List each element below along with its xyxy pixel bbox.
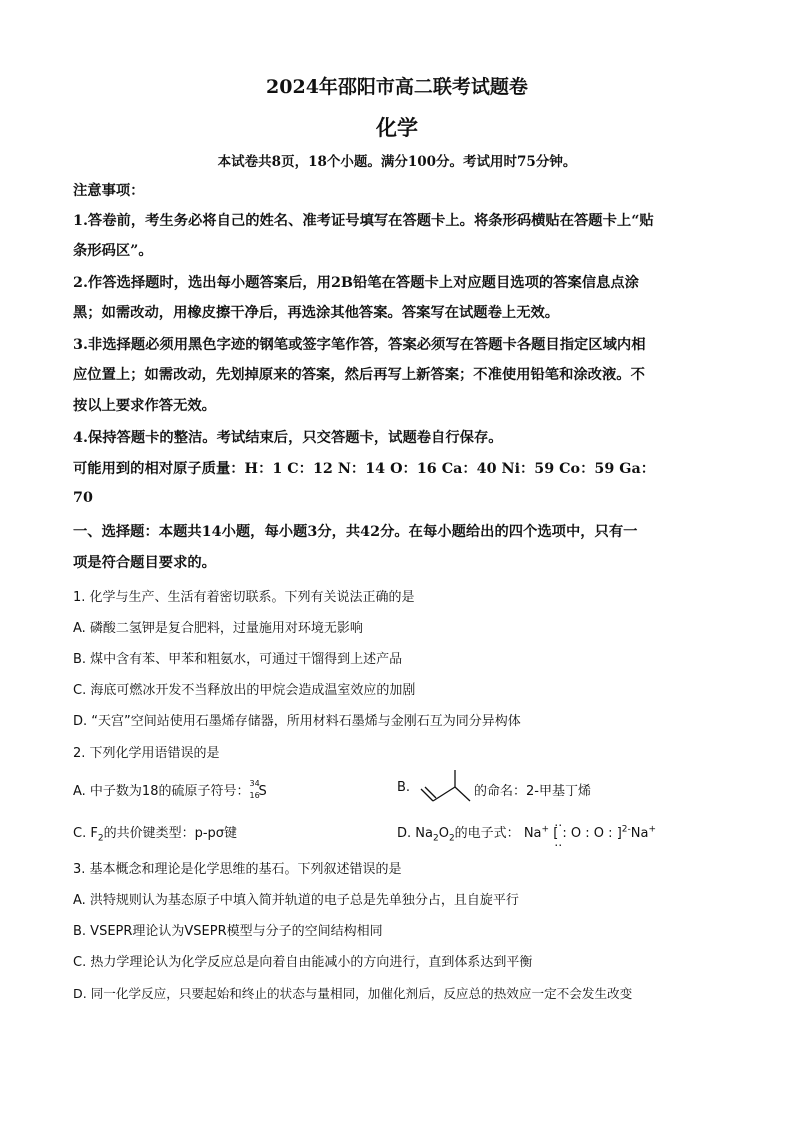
option-a-text: A. 中子数为18的硫原子符号：: [73, 784, 250, 799]
note-1-line-1: 1.答卷前，考生务必将自己的姓名、准考证号填写在答题卡上。将条形码横贴在答题卡上“贴: [73, 213, 654, 229]
note-3-line-3: 按以上要求作答无效。: [73, 398, 216, 414]
exam-info: 本试卷共8页，18个小题。满分100分。考试用时75分钟。: [217, 154, 577, 170]
question-1-option-a: A. 磷酸二氢钾是复合肥料，过量施用对环境无影响: [73, 621, 363, 636]
question-2-stem: 2. 下列化学用语错误的是: [73, 746, 220, 761]
atomic-number: 16: [249, 790, 260, 800]
question-3-option-d: D. 同一化学反应，只要起始和终止的状态与量相同，加催化剂后，反应总的热效应一定不会发生改变: [73, 986, 633, 1001]
skeletal-formula-icon: [418, 767, 472, 807]
question-3-stem: 3. 基本概念和理论是化学思维的基石。下列叙述错误的是: [73, 862, 402, 877]
question-1-stem: 1. 化学与生产、生活有着密切联系。下列有关说法正确的是: [73, 590, 415, 605]
note-1-line-2: 条形码区”。: [73, 243, 153, 259]
section-heading-line-1: 一、选择题：本题共14小题，每小题3分，共42分。在每小题给出的四个选项中，只有一: [73, 524, 638, 540]
subscript: 2: [432, 833, 439, 844]
option-b-name: 的命名：2-甲基丁烯: [474, 784, 591, 799]
question-3-option-b: B. VSEPR理论认为VSEPR模型与分子的空间结构相同: [73, 924, 383, 939]
mass-number: 34: [249, 778, 260, 788]
option-c-text: 的共价键类型：p-pσ键: [103, 826, 237, 841]
note-3-line-2: 应位置上；如需改动，先划掉原来的答案，然后再写上新答案；不准使用铅笔和涂改液。不: [73, 367, 645, 383]
question-1-option-d: D. “天宫”空间站使用石墨烯存储器，所用材料石墨烯与金刚石互为同分异构体: [73, 714, 521, 729]
subscript: 2: [448, 833, 455, 844]
question-2-option-a: [73, 780, 269, 800]
oxygen-symbol: O: [438, 826, 449, 841]
question-2-option-d: [397, 822, 656, 844]
note-3-line-1: 3.非选择题必须用黑色字迹的钢笔或签字笔作答，答案必须写在答题卡各题目指定区域内相: [73, 337, 646, 353]
option-c-label: C. F: [73, 826, 98, 841]
sodium-ion-right: Na: [630, 826, 649, 841]
section-heading-line-2: 项是符合题目要求的。: [73, 555, 216, 571]
question-1-option-b: B. 煤中含有苯、甲苯和粗氨水，可通过干馏得到上述产品: [73, 652, 403, 667]
option-d-text: 的电子式：: [454, 826, 520, 841]
note-2-line-2: 黑；如需改动，用橡皮擦干净后，再选涂其他答案。答案写在试题卷上无效。: [73, 305, 560, 321]
question-2-option-c: [73, 822, 237, 844]
note-4: 4.保持答题卡的整洁。考试结束后，只交答题卡，试题卷自行保存。: [73, 430, 503, 446]
exam-title: 2024年邵阳市高二联考试题卷: [266, 76, 528, 98]
question-1-option-c: C. 海底可燃冰开发不当释放出的甲烷会造成温室效应的加剧: [73, 683, 416, 698]
charge: 2-: [621, 824, 631, 835]
question-3-option-a: A. 洪特规则认为基态原子中填入简并轨道的电子总是先单独分占，且自旋平行: [73, 893, 519, 908]
peroxide-electron-dot-structure: ‥ [ : O : O : ] ‥: [553, 826, 622, 841]
option-b-label: B.: [397, 780, 411, 795]
note-2-line-1: 2.作答选择题时，选出每小题答案后，用2B铅笔在答题卡上对应题目选项的答案信息点涂: [73, 275, 639, 291]
notes-heading: 注意事项：: [73, 183, 145, 199]
option-d-label: D. Na: [397, 826, 433, 841]
subscript: 2: [97, 833, 104, 844]
sodium-ion-left: Na: [523, 826, 542, 841]
element-symbol: S: [258, 783, 267, 799]
charge: +: [648, 824, 656, 835]
atomic-mass-line-1: 可能用到的相对原子质量：H：1 C：12 N：14 O：16 Ca：40 Ni：59 Co：59 Ga：: [73, 461, 656, 477]
subject-title: 化学: [376, 115, 418, 140]
charge: +: [541, 824, 550, 835]
question-2-option-b: [397, 780, 410, 795]
sulfur-nuclide-symbol: [249, 778, 269, 800]
question-3-option-c: C. 热力学理论认为化学反应总是向着自由能减小的方向进行，直到体系达到平衡: [73, 955, 533, 970]
atomic-mass-line-2: 70: [73, 490, 93, 506]
